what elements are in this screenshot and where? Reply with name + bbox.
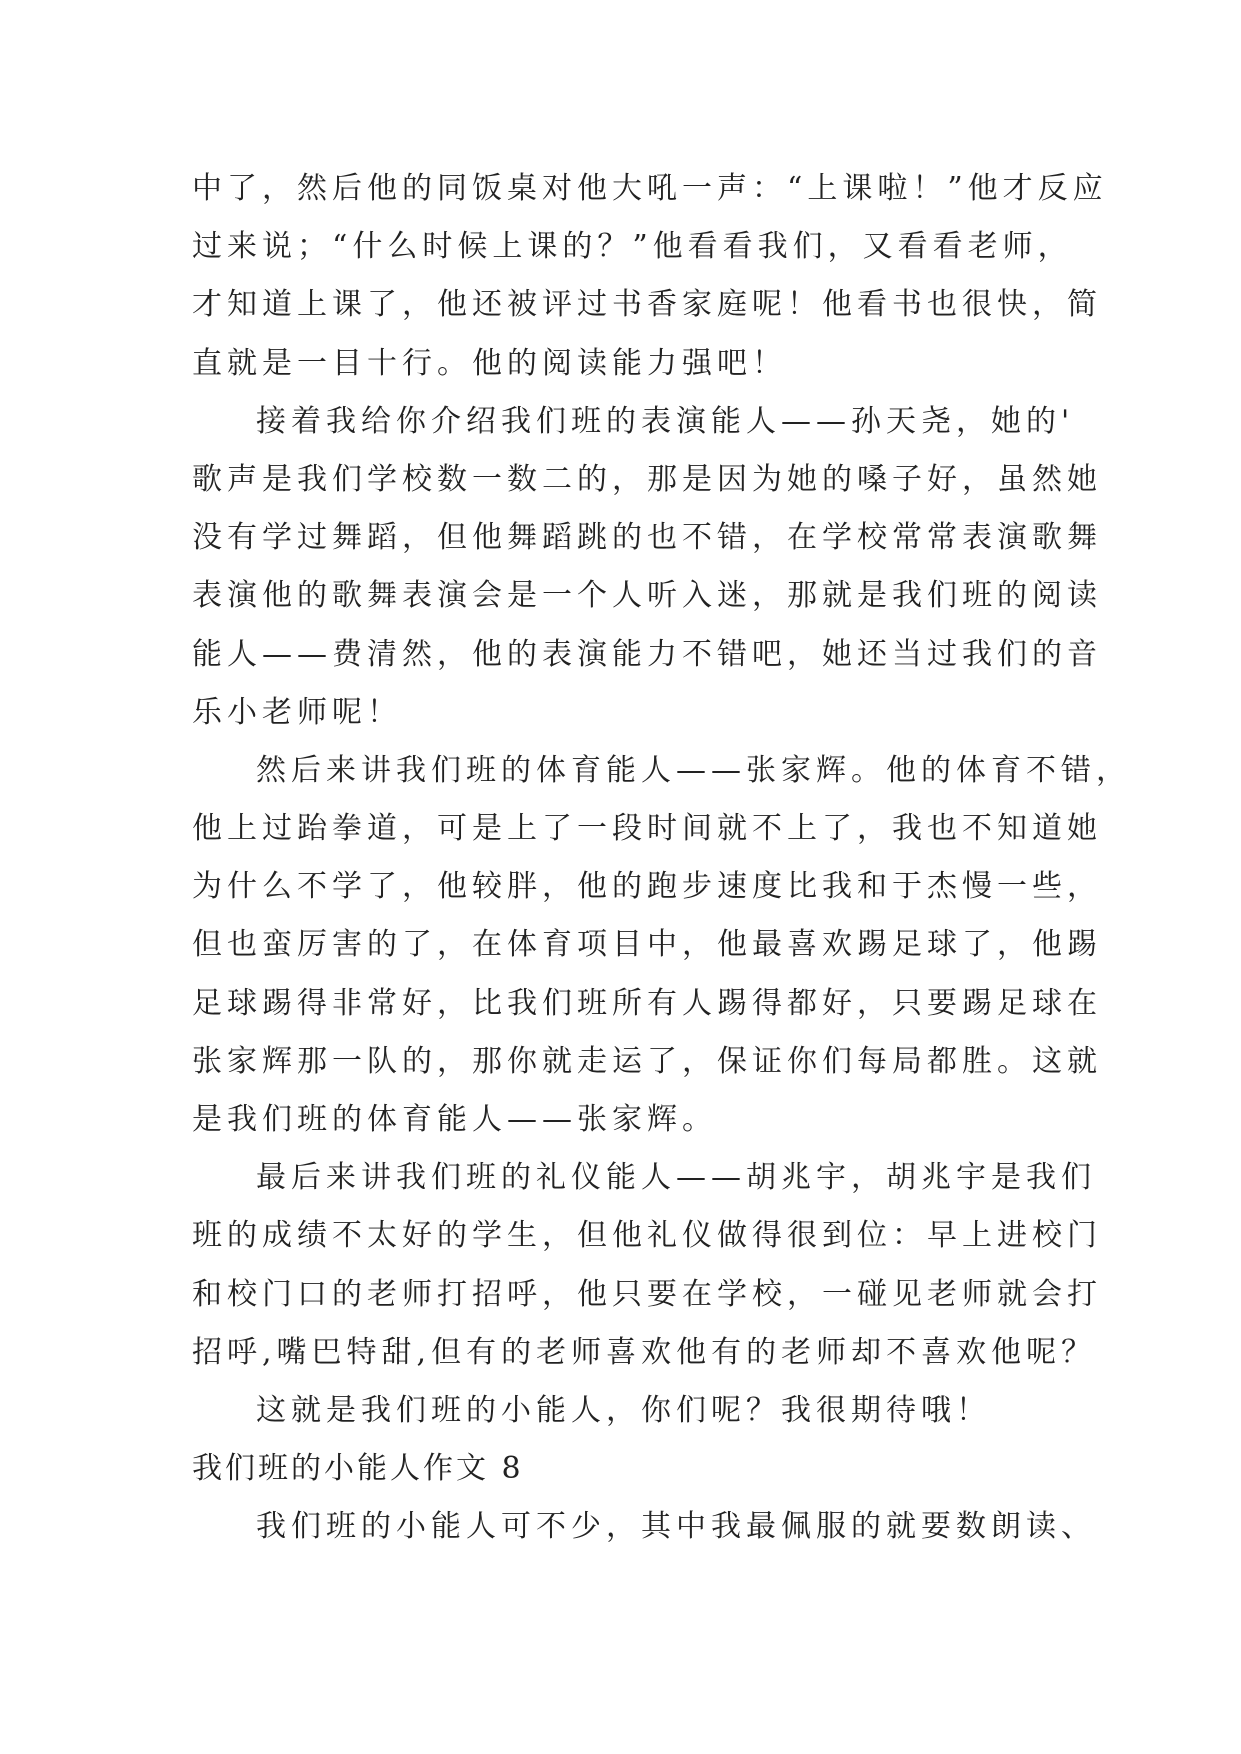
text-line: 足球踢得非常好，比我们班所有人踢得都好，只要踢足球在 (192, 985, 1102, 1021)
text-line: 招呼,嘴巴特甜,但有的老师喜欢他有的老师却不喜欢他呢？ (192, 1334, 1097, 1370)
paragraph-start-line: 我们班的小能人可不少，其中我最佩服的就要数朗读、 (256, 1509, 1096, 1545)
text-line: 能人——费清然，他的表演能力不错吧，她还当过我们的音 (192, 636, 1102, 672)
text-line: 过来说；“什么时候上课的？”他看看我们，又看看老师， (192, 229, 1073, 265)
paragraph-start-line: 这就是我们班的小能人，你们呢？我很期待哦！ (256, 1392, 991, 1428)
text-line: 才知道上课了，他还被评过书香家庭呢！他看书也很快，简 (192, 287, 1102, 323)
document-body (192, 160, 1131, 1557)
text-line: 张家辉那一队的，那你就走运了，保证你们每局都胜。这就 (192, 1043, 1102, 1079)
text-line: 中了，然后他的同饭桌对他大吼一声：“上课啦！”他才反应 (192, 171, 1108, 206)
text-line: 和校门口的老师打招呼，他只要在学校，一碰见老师就会打 (192, 1276, 1102, 1312)
text-line: 他上过跆拳道，可是上了一段时间就不上了，我也不知道她 (192, 811, 1102, 847)
text-line: 为什么不学了，他较胖，他的跑步速度比我和于杰慢一些， (192, 869, 1102, 905)
paragraph-start-line: 接着我给你介绍我们班的表演能人——孙天尧，她的' (256, 403, 1075, 439)
paragraph-start-line: 最后来讲我们班的礼仪能人——胡兆宇，胡兆宇是我们 (256, 1160, 1096, 1196)
text-line: 班的成绩不太好的学生，但他礼仪做得很到位：早上进校门 (192, 1218, 1102, 1254)
section-heading: 我们班的小能人作文 8 (192, 1451, 524, 1487)
text-line: 但也蛮厉害的了，在体育项目中，他最喜欢踢足球了，他踢 (192, 927, 1102, 963)
paragraph-start-line: 然后来讲我们班的体育能人——张家辉。他的体育不错， (256, 752, 1131, 788)
text-line: 没有学过舞蹈，但他舞蹈跳的也不错，在学校常常表演歌舞 (192, 520, 1102, 556)
text-line: 乐小老师呢！ (192, 694, 402, 730)
text-line: 歌声是我们学校数一数二的，那是因为她的嗓子好，虽然她 (192, 461, 1102, 497)
text-line: 直就是一目十行。他的阅读能力强吧！ (192, 345, 787, 381)
text-line: 是我们班的体育能人——张家辉。 (192, 1102, 717, 1137)
text-line: 表演他的歌舞表演会是一个人听入迷，那就是我们班的阅读 (192, 578, 1102, 614)
